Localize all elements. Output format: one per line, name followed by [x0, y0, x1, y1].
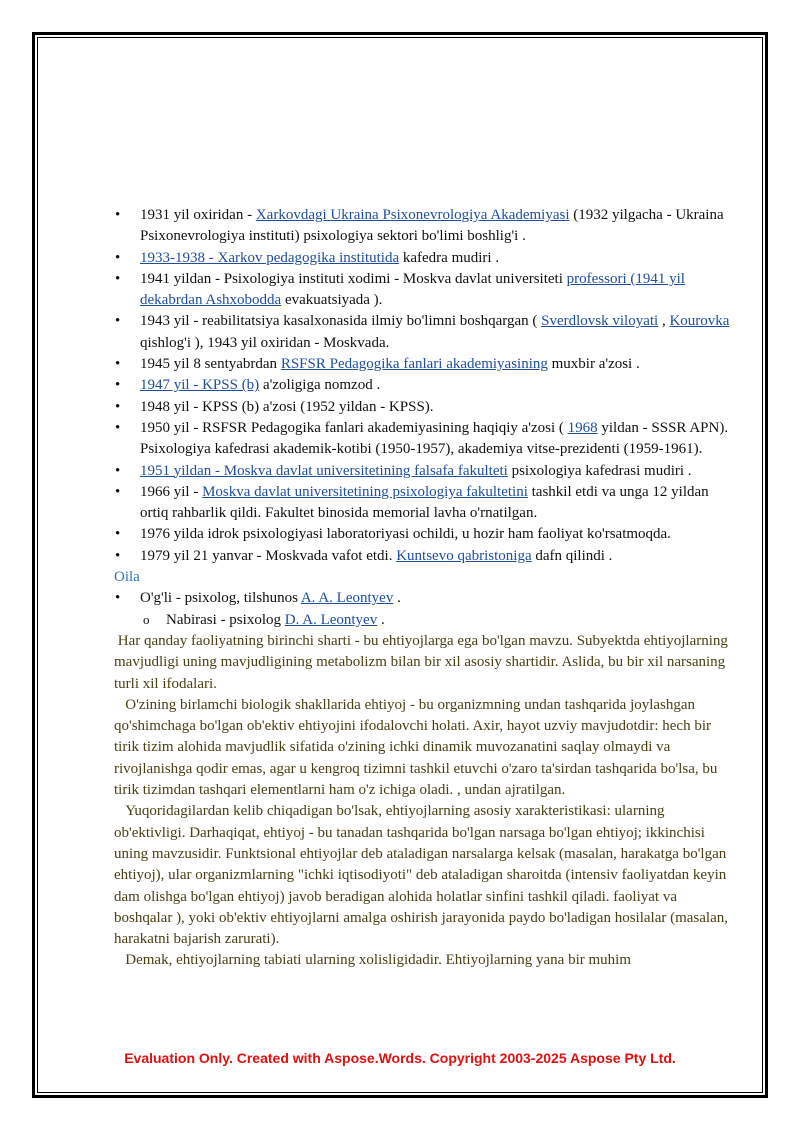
list-item: • 1950 yil - RSFSR Pedagogika fanlari akademiyasining haqiqiy a'zosi ( 1968 yildan - SSSR APN). Psixologiya kafedrasi akademik-kotibi (1950-1957), akademiya vitse-prezidenti (1959-1961).	[114, 418, 734, 461]
paragraph: Har qanday faoliyatning birinchi sharti - bu ehtiyojlarga ega bo'lgan mavzu. Subyektda ehtiyojlarning mavjudligi uning mavjudligining metabolizm bilan bir xil asosiy shartidir. Aslida, bu bir xil narsaning turli xil ifodalari.	[114, 632, 732, 692]
link-1968[interactable]: 1968	[567, 419, 598, 436]
paragraph: O'zining birlamchi biologik shakllarida ehtiyoj - bu organizmning undan tashqarida joylashgan qo'shimchaga bo'lgan ob'ektiv ehtiyojini ifodalovchi holati. Axir, hayot uzviy mavjudotdir: hech bir tirik tizim alohida mavjudlik sifatida o'zining ichki dinamik muvozanatini saqlay olmaydi va rivojlanishga qodir emas, agar u kengroq tizimni tashkil etuvchi o'zaro ta'sirdan tashqarida bo'lsa, bu tirik tizimdan tashqari elementlarni ham o'z ichiga oladi. , undan ajratilgan.	[114, 696, 722, 799]
list-item: • 1966 yil - Moskva davlat universitetining psixologiya fakultetini tashkil etdi va unga 12 yildan ortiq rahbarlik qildi. Fakultet binosida memorial lavha o'rnatilgan.	[114, 482, 734, 525]
list-item: o Nabirasi - psixolog D. A. Leontyev .	[114, 610, 734, 631]
link-a-a-leontyev[interactable]: A. A. Leontyev	[300, 590, 394, 607]
link-kharkov-academy[interactable]: Xarkovdagi Ukraina Psixonevrologiya Akademiyasi	[255, 207, 570, 223]
paragraph: Demak, ehtiyojlarning tabiati ularning xolisligidadir. Ehtiyojlarning yana bir muhim	[114, 952, 631, 969]
list-item: • 1948 yil - KPSS (b) a'zosi (1952 yildan - KPSS).	[114, 397, 734, 418]
list-item: • 1979 yil 21 yanvar - Moskvada vafot etdi. Kuntsevo qabristoniga dafn qilindi .	[114, 546, 734, 567]
family-list	[114, 588, 734, 609]
link-professor[interactable]: professori (1941 yil dekabrdan Ashxobodda	[140, 270, 685, 309]
link-kharkov-institute[interactable]: 1933-1938 - Xarkov pedagogika institutida	[140, 249, 400, 266]
list-item: • 1951 yildan - Moskva davlat universitetining falsafa fakulteti psixologiya kafedrasi mudiri .	[114, 461, 734, 482]
link-psychology-faculty[interactable]: Moskva davlat universitetining psixologiya fakultetini	[202, 483, 528, 500]
list-item: • 1941 yildan - Psixologiya instituti xodimi - Moskva davlat universiteti professori (1941 yil dekabrdan Ashxobodda evakuatsiyada ).	[114, 269, 734, 312]
link-philosophy-faculty[interactable]: 1951 yildan - Moskva davlat universitetining falsafa fakulteti	[140, 462, 508, 479]
link-kpss[interactable]: 1947 yil - KPSS (b)	[140, 377, 260, 394]
paragraph: Yuqoridagilardan kelib chiqadigan bo'lsak, ehtiyojlarning asosiy xarakteristikasi: ularning ob'ektivligi. Darhaqiqat, ehtiyoj - bu tanadan tashqarida bo'lgan narsaga bo'lgan ehtiyoj; ikkinchisi uning mavzusidir. Funktsional ehtiyojlar deb ataladigan narsalarga kelsak (masalan, harakatga bo'lgan ehtiyoj), ular organizmlarning "ichki iqtisodiyoti" deb ataladigan sharoitda (intensiv faoliyatdan keyin dam olishga bo'lgan ehtiyoj) javob beradigan alohida holatlar sinfini tashkil qiladi. faoliyat va boshqalar ), yoki ob'ektiv ehtiyojlarni amalga oshirish jarayonida paydo bo'ladigan hosilalar (masalan, harakatni bajarish zarurati).	[114, 803, 732, 948]
list-item: • O'g'li - psixolog, tilshunos A. A. Leontyev .	[114, 588, 734, 609]
evaluation-watermark: Evaluation Only. Created with Aspose.Words. Copyright 2003-2025 Aspose Pty Ltd.	[124, 1050, 676, 1066]
link-kourovka[interactable]: Kourovka	[669, 313, 730, 330]
list-item: • 1943 yil - reabilitatsiya kasalxonasida ilmiy bo'limni boshqargan ( Sverdlovsk viloyati , Kourovka qishlog'i ), 1943 yil oxiridan - Moskvada.	[114, 311, 734, 354]
link-kuntsevo-cemetery[interactable]: Kuntsevo qabristoniga	[396, 547, 532, 564]
list-item: • 1976 yilda idrok psixologiyasi laboratoriyasi ochildi, u hozir ham faoliyat ko'rsatmoqda.	[114, 524, 734, 545]
link-d-a-leontyev[interactable]: D. A. Leontyev	[284, 611, 378, 628]
family-heading: Oila	[114, 569, 140, 586]
link-sverdlovsk[interactable]: Sverdlovsk viloyati	[541, 313, 659, 330]
document-body	[114, 205, 734, 972]
link-rsfsr-academy[interactable]: RSFSR Pedagogika fanlari akademiyasining	[280, 356, 548, 373]
list-item: • 1945 yil 8 sentyabrdan RSFSR Pedagogika fanlari akademiyasining muxbir a'zosi .	[114, 354, 734, 375]
list-item: • 1931 yil oxiridan - Xarkovdagi Ukraina Psixonevrologiya Akademiyasi (1932 yilgacha - Ukraina Psixonevrologiya instituti) psixologiya sektori bo'limi boshlig'i .	[114, 205, 734, 248]
family-sublist	[114, 610, 734, 631]
biography-list	[114, 205, 734, 567]
list-item: • 1947 yil - KPSS (b) a'zoligiga nomzod .	[114, 375, 734, 396]
list-item: • 1933-1938 - Xarkov pedagogika institutida kafedra mudiri .	[114, 248, 734, 269]
